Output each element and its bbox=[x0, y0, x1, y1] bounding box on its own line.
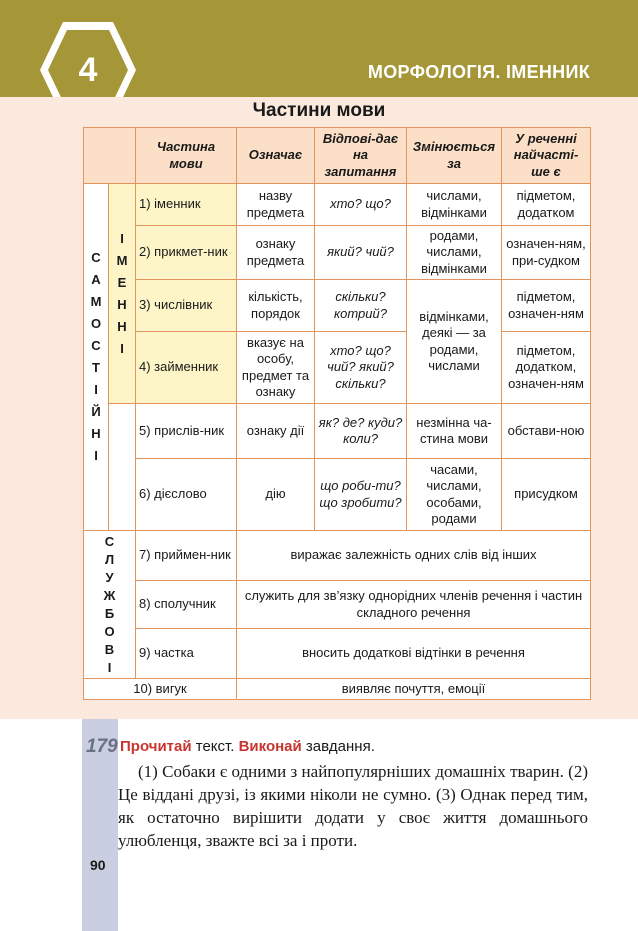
col-header-role: У реченні найчасті-ше є bbox=[502, 128, 591, 184]
cell-changes: відмінками, деякі — за родами, числами bbox=[407, 280, 502, 404]
cell-question: що роби-ти? що зробити? bbox=[315, 459, 407, 531]
group-auxiliary: С Л У Ж Б О В І bbox=[84, 531, 136, 679]
cell-description: служить для зв’язку однорідних членів речення і частин складного речення bbox=[237, 581, 591, 629]
cell-description: виявляє почуття, емоції bbox=[237, 679, 591, 700]
table-row: 6) дієслово bbox=[136, 459, 237, 531]
cell-means: вказує на особу, предмет та ознаку bbox=[237, 332, 315, 404]
cell-changes: родами, числами, відмінками bbox=[407, 226, 502, 280]
cell-question: хто? що? bbox=[315, 184, 407, 226]
cell-changes: незмінна ча-стина мови bbox=[407, 404, 502, 459]
cell-means: ознаку предмета bbox=[237, 226, 315, 280]
cell-role: означен-ням, при-судком bbox=[502, 226, 591, 280]
header-corner bbox=[84, 128, 136, 184]
cell-means: назву предмета bbox=[237, 184, 315, 226]
table-row: 5) прислів-ник bbox=[136, 404, 237, 459]
task-number: 179 bbox=[86, 736, 118, 757]
task-heading bbox=[82, 736, 602, 758]
cell-question: який? чий? bbox=[315, 226, 407, 280]
page-number: 90 bbox=[90, 857, 106, 873]
table-row: 1) іменник bbox=[136, 184, 237, 226]
table-title: Частини мови bbox=[252, 100, 386, 121]
cell-description: виражає залежність одних слів від інших bbox=[237, 531, 591, 581]
parts-of-speech-table bbox=[83, 127, 591, 700]
col-header-question: Відпові-дає на запитання bbox=[315, 128, 407, 184]
cell-description: вносить додаткові відтінки в речення bbox=[237, 629, 591, 679]
task-verb-read: Прочитай bbox=[120, 738, 192, 755]
cell-changes: часами, числами, особами, родами bbox=[407, 459, 502, 531]
cell-question: як? де? куди? коли? bbox=[315, 404, 407, 459]
table-row: 3) числівник bbox=[136, 280, 237, 332]
table-row: 8) сполучник bbox=[136, 581, 237, 629]
cell-role: підметом, додатком, означен-ням bbox=[502, 332, 591, 404]
col-header-part: Частина мови bbox=[136, 128, 237, 184]
cell-role: підметом, означен-ням bbox=[502, 280, 591, 332]
cell-means: дію bbox=[237, 459, 315, 531]
group-independent: С А М О С Т І Й Н І bbox=[84, 184, 109, 531]
nominal-spacer bbox=[109, 404, 136, 531]
task-instruction: Прочитай текст. Виконай завдання. bbox=[120, 738, 375, 755]
section-title: МОРФОЛОГІЯ. ІМЕННИК bbox=[367, 62, 590, 82]
cell-changes: числами, відмінками bbox=[407, 184, 502, 226]
task-verb-do: Виконай bbox=[238, 738, 302, 755]
exercise-passage: (1) Собаки є одними з найпопулярніших домашніх тварин. (2) Це віддані друзі, із якими ніколи не сумно. (3) Однак перед тим, як остаточно вирішити додати у своє життя домашнього улюбленця, зважте всі за і проти. bbox=[118, 762, 588, 850]
cell-question: хто? що? чий? який? скільки? bbox=[315, 332, 407, 404]
cell-question: скільки? котрий? bbox=[315, 280, 407, 332]
cell-role: обстави-ною bbox=[502, 404, 591, 459]
col-header-means: Означає bbox=[237, 128, 315, 184]
table-row: 9) частка bbox=[136, 629, 237, 679]
table-row: 2) прикмет-ник bbox=[136, 226, 237, 280]
table-row: 10) вигук bbox=[84, 679, 237, 700]
col-header-changes: Змінюється за bbox=[407, 128, 502, 184]
cell-means: кількість, порядок bbox=[237, 280, 315, 332]
cell-means: ознаку дії bbox=[237, 404, 315, 459]
chapter-number: 4 bbox=[78, 50, 98, 89]
group-nominal: І М Е Н Н І bbox=[109, 184, 136, 404]
table-row: 7) приймен-ник bbox=[136, 531, 237, 581]
table-row: 4) займенник bbox=[136, 332, 237, 404]
cell-role: присудком bbox=[502, 459, 591, 531]
cell-role: підметом, додатком bbox=[502, 184, 591, 226]
